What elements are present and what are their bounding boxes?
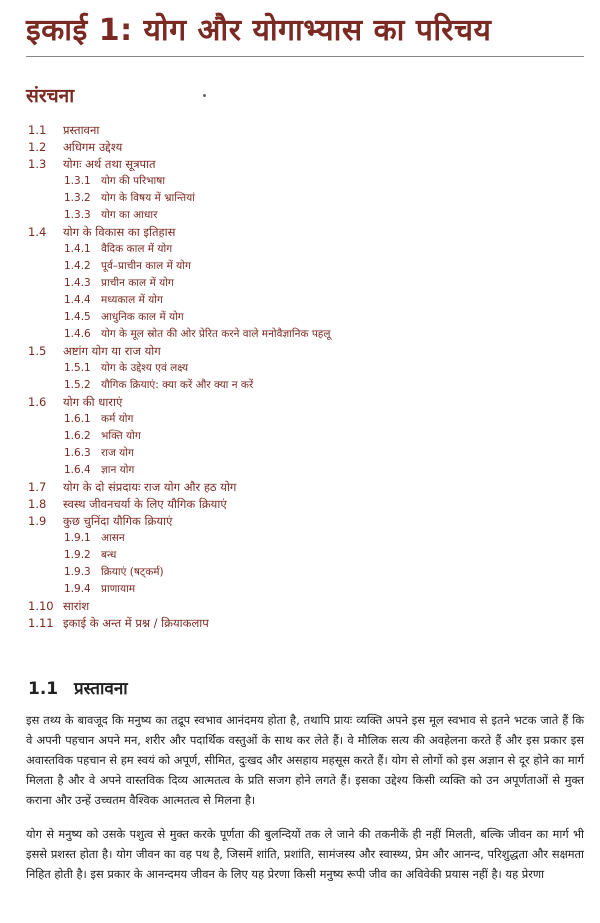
toc-entry: [0, 326, 600, 343]
toc-entry-number: 1.5.2: [64, 379, 91, 391]
toc-entry-number: 1.6.2: [64, 430, 91, 442]
toc-entry-text: क्रियाएं (षट्कर्म): [101, 566, 164, 578]
toc-entry: [0, 564, 600, 581]
toc-entry: [0, 122, 600, 139]
toc-entry-text: भक्ति योग: [101, 430, 141, 442]
toc-entry-text: योग के उद्देश्य एवं लक्ष्य: [101, 362, 189, 374]
toc-entry: [0, 139, 600, 156]
toc-entry: [0, 530, 600, 547]
toc-entry-text: प्राचीन काल में योग: [101, 277, 174, 289]
toc-entry-text: स्वस्थ जीवनचर्या के लिए यौगिक क्रियाएं: [63, 497, 227, 511]
toc-entry-text: इकाई के अन्त में प्रश्न / क्रियाकलाप: [63, 616, 209, 630]
section-title: प्रस्तावना: [74, 679, 128, 699]
toc-entry-number: 1.4: [28, 225, 47, 239]
toc-entry-text: योग की धाराएं: [63, 395, 123, 409]
toc-entry: [0, 309, 600, 326]
toc-entry: [0, 462, 600, 479]
toc-entry-number: 1.4.3: [64, 277, 91, 289]
toc-entry-number: 1.6: [28, 395, 47, 409]
toc-entry: [0, 207, 600, 224]
toc-entry-number: 1.6.3: [64, 447, 91, 459]
section-number: 1.1: [28, 679, 59, 699]
toc-entry-number: 1.9: [28, 514, 47, 528]
toc-entry-text: वैदिक काल में योग: [101, 243, 173, 255]
title-divider: [26, 56, 584, 57]
toc-entry-number: 1.7: [28, 480, 47, 494]
toc-entry-text: प्राणायाम: [101, 583, 136, 595]
toc-entry-number: 1.8: [28, 497, 47, 511]
toc-entry-number: 1.10: [28, 599, 54, 613]
paragraph: इस तथ्य के बावजूद कि मनुष्य का तद्रूप स्वभाव आनंदमय होता है, तथापि प्रायः व्यक्ति अपने इस मूल स्वभाव से इतने भटक जाते हैं कि वे अपनी पहचान अपने मन, शरीर और पदार्थिक वस्तुओं के साथ कर लेते हैं। वे मौलिक सत्य की अवहेलना करते हैं और इस प्रकार इस अवास्तविक पहचान से हम स्वयं को अपूर्ण, सीमित, दुःखद और असहाय महसूस करते हैं। योग से लोगों को इस अज्ञान से दूर होने का मार्ग मिलता है और वे अपने वास्तविक दिव्य आत्मतत्व के प्रति सजग होने लगते हैं। इसका उद्देश्य किसी व्यक्ति को उन अपूर्णताओं से मुक्त कराना और उन्हें उच्चतम वैश्विक आत्मतत्व से मिलना है।: [26, 713, 584, 807]
toc-entry-number: 1.4.2: [64, 260, 91, 272]
toc-entry-number: 1.11: [28, 616, 54, 630]
toc-entry-text: अष्टांग योग या राज योग: [63, 344, 161, 358]
toc-entry-number: 1.9.1: [64, 532, 91, 544]
toc-entry: [0, 343, 600, 360]
toc-entry: [0, 394, 600, 411]
toc-entry-number: 1.3.3: [64, 209, 91, 221]
toc-entry-text: कुछ चुनिंदा यौगिक क्रियाएं: [63, 514, 173, 528]
toc-entry-text: ज्ञान योग: [101, 464, 135, 476]
toc-entry-number: 1.3: [28, 157, 47, 171]
toc-entry-text: मध्यकाल में योग: [101, 294, 163, 306]
toc-entry-number: 1.4.1: [64, 243, 91, 255]
toc-entry-text: राज योग: [101, 447, 134, 459]
toc-entry: [0, 479, 600, 496]
toc-entry-text: योग की परिभाषा: [101, 175, 166, 187]
toc-entry-text: सारांश: [63, 599, 90, 613]
stray-mark: [203, 94, 206, 97]
toc-entry-text: पूर्व–प्राचीन काल में योग: [101, 260, 191, 272]
toc-entry-text: प्रस्तावना: [63, 123, 100, 137]
toc-entry-text: अधिगम उद्देश्य: [63, 140, 123, 154]
toc-entry-number: 1.9.3: [64, 566, 91, 578]
unit-title: इकाई 1: योग और योगाभ्यास का परिचय: [26, 13, 492, 48]
toc-entry-text: योग के विकास का इतिहास: [63, 225, 176, 239]
toc-entry-text: आसन: [101, 532, 125, 544]
toc-entry: [0, 445, 600, 462]
toc-entry-number: 1.4.6: [64, 328, 91, 340]
toc-entry-number: 1.5: [28, 344, 47, 358]
toc-entry-text: योगः अर्थ तथा सूत्रपात: [63, 157, 156, 171]
toc-entry-text: योग के मूल स्रोत की ओर प्रेरित करने वाले मनोवैज्ञानिक पहलू: [101, 328, 331, 340]
toc-entry-text: योग के विषय में भ्रान्तियां: [101, 192, 195, 204]
toc-entry-number: 1.3.1: [64, 175, 91, 187]
toc-entry-number: 1.1: [28, 123, 47, 137]
toc-entry: [0, 615, 600, 632]
toc-entry-text: आधुनिक काल में योग: [101, 311, 184, 323]
toc-entry: [0, 496, 600, 513]
toc-entry: [0, 428, 600, 445]
toc-entry: [0, 513, 600, 530]
toc-entry-text: बन्ध: [101, 549, 117, 561]
toc-entry-text: योग के दो संप्रदायः राज योग और हठ योग: [63, 480, 237, 494]
toc-entry: [0, 258, 600, 275]
toc-entry-number: 1.4.5: [64, 311, 91, 323]
toc-entry: [0, 156, 600, 173]
paragraph: योग से मनुष्य को उसके पशुत्व से मुक्त करके पूर्णता की बुलन्दियों तक ले जाने की तकनीकें ही नहीं मिलती, बल्कि जीवन का मार्ग भी इससे प्रशस्त होता है। योग जीवन का वह पथ है, जिसमें शांति, प्रशांति, सामंजस्य और स्वास्थ्य, प्रेम और आनन्द, परिशुद्धता और सक्षमता निहित होती है। इस प्रकार के आनन्दमय जीवन के लिए यह प्रेरणा किसी मनुष्य रूपी जीव का अविवेकी प्रयास नहीं है। यह प्रेरणा: [26, 827, 584, 881]
toc-entry-number: 1.5.1: [64, 362, 91, 374]
toc-entry: [0, 275, 600, 292]
toc-entry: [0, 190, 600, 207]
toc-entry: [0, 224, 600, 241]
toc-entry: [0, 411, 600, 428]
toc-entry: [0, 292, 600, 309]
toc-entry-number: 1.6.4: [64, 464, 91, 476]
toc-entry-number: 1.9.2: [64, 549, 91, 561]
toc-entry: [0, 360, 600, 377]
section-heading: [28, 676, 128, 699]
toc-entry-number: 1.4.4: [64, 294, 91, 306]
table-of-contents: [0, 122, 600, 632]
toc-entry-number: 1.3.2: [64, 192, 91, 204]
toc-entry-text: योग का आधार: [101, 209, 158, 221]
toc-entry: [0, 241, 600, 258]
toc-entry: [0, 598, 600, 615]
structure-heading: संरचना: [26, 85, 75, 107]
toc-entry: [0, 547, 600, 564]
toc-entry-text: यौगिक क्रियाएं: क्या करें और क्या न करें: [101, 379, 254, 391]
toc-entry-number: 1.9.4: [64, 583, 91, 595]
toc-entry: [0, 377, 600, 394]
toc-entry: [0, 581, 600, 598]
toc-entry-number: 1.2: [28, 140, 47, 154]
toc-entry-text: कर्म योग: [101, 413, 134, 425]
toc-entry: [0, 173, 600, 190]
toc-entry-number: 1.6.1: [64, 413, 91, 425]
